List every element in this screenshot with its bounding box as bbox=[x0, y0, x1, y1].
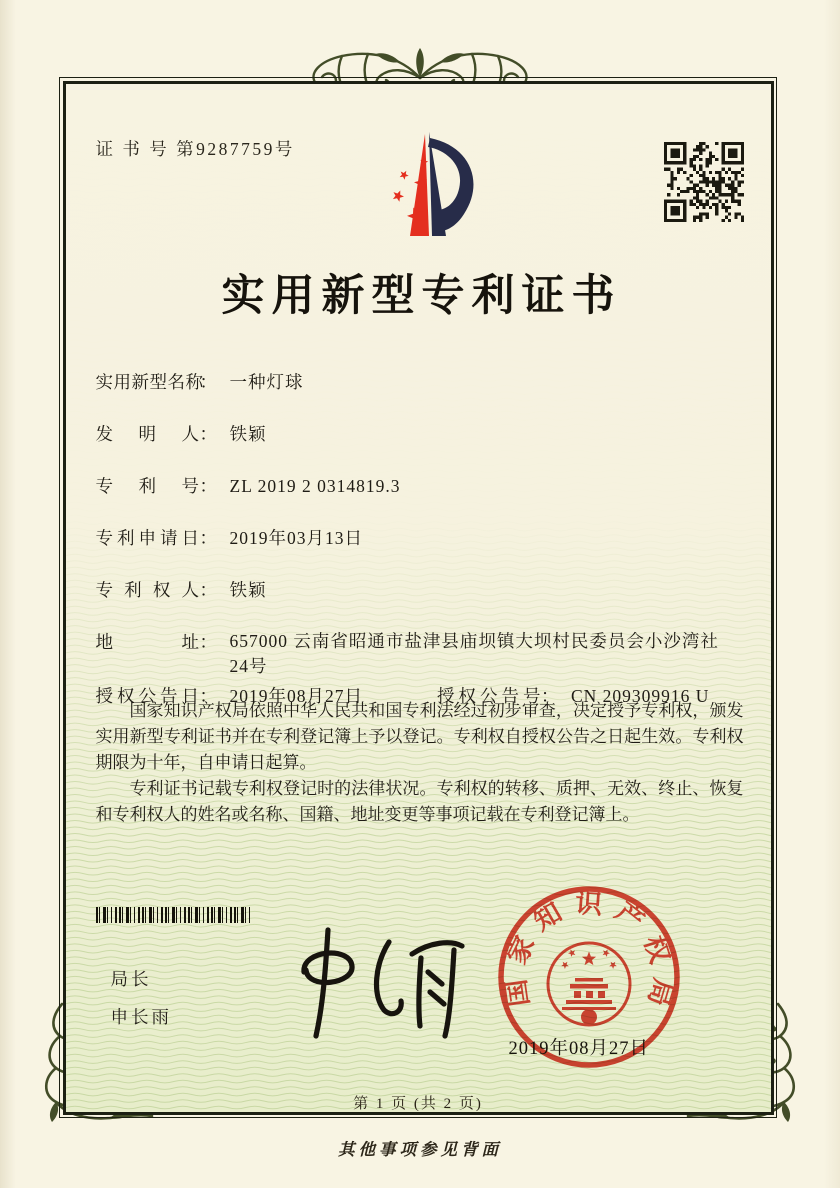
field-label: 授权公告日 bbox=[95, 685, 200, 706]
back-side-note: 其他事项参见背面 bbox=[338, 1140, 502, 1159]
legal-paragraph-1: 国家知识产权局依照中华人民共和国专利法经过初步审查，决定授予专利权，颁发实用新型专利证书并在专利登记簿上予以登记。专利权自授权公告之日起生效。专利权期限为十年，自申请日起算。 bbox=[95, 700, 744, 772]
field-label: 实用新型名称 bbox=[95, 371, 204, 392]
director-signature bbox=[216, 926, 466, 1041]
field-value: 2019年08月27日 bbox=[229, 685, 363, 706]
field-label: 专利权人 bbox=[95, 579, 200, 600]
seal-date: 2019年08月27日 bbox=[508, 1038, 650, 1059]
field-patentee: 专利权人： 铁颖 bbox=[96, 576, 744, 604]
legal-paragraph-2: 专利证书记载专利权登记时的法律状况。专利权的转移、质押、无效、终止、恢复和专利权人的姓名或名称、国籍、地址变更等事项记载在专利登记簿上。 bbox=[95, 778, 744, 824]
qr-code bbox=[664, 140, 744, 224]
field-rows bbox=[96, 368, 744, 710]
director-block bbox=[111, 960, 173, 1036]
director-title: 局长 bbox=[110, 968, 152, 989]
field-label: 发明人 bbox=[95, 423, 200, 444]
director-name: 申长雨 bbox=[110, 1006, 172, 1027]
field-address: 地址 ： 657000 云南省昭通市盐津县庙坝镇大坝村民委员会小沙湾社24号 bbox=[96, 628, 744, 680]
field-value: 铁颖 bbox=[229, 579, 267, 600]
field-patent-number: 专利号： ZL 2019 2 0314819.3 bbox=[96, 472, 744, 500]
field-value: 铁颖 bbox=[229, 423, 267, 444]
page-number: 第 1 页 (共 2 页) bbox=[353, 1095, 483, 1112]
field-grant-number: 授权公告号： CN 209309916 U bbox=[437, 682, 709, 710]
barcode bbox=[96, 907, 250, 923]
field-value: 2019年03月13日 bbox=[229, 527, 363, 548]
field-label: 地址 bbox=[95, 631, 200, 652]
field-label: 专利号 bbox=[95, 475, 200, 496]
field-value: 657000 云南省昭通市盐津县庙坝镇大坝村民委员会小沙湾社24号 bbox=[229, 630, 719, 676]
field-value: 一种灯球 bbox=[229, 371, 304, 392]
seal-text: 国家知识产权局 bbox=[498, 887, 679, 1020]
certificate-title: 实用新型专利证书 bbox=[221, 272, 622, 320]
field-label: 专利申请日 bbox=[95, 527, 200, 548]
certificate-inner-border bbox=[63, 81, 774, 1115]
certificate-content bbox=[66, 84, 771, 1112]
field-label: 授权公告号 bbox=[437, 685, 541, 706]
legal-text bbox=[96, 698, 744, 828]
field-value: ZL 2019 2 0314819.3 bbox=[229, 475, 401, 496]
seal-emblem-gate bbox=[562, 978, 616, 1024]
field-filing-date: 专利申请日： 2019年03月13日 bbox=[96, 524, 744, 552]
cnipa-logo-icon bbox=[366, 130, 482, 244]
field-inventor: 发明人： 铁颖 bbox=[96, 420, 744, 448]
certificate-number: 证 书 号 第9287759号 bbox=[95, 138, 295, 159]
field-value: CN 209309916 U bbox=[571, 685, 710, 706]
field-name: 实用新型名称： 一种灯球 bbox=[96, 368, 744, 396]
certificate-border bbox=[59, 77, 777, 1118]
field-grant-date: 授权公告日： 2019年08月27日 bbox=[96, 682, 364, 710]
